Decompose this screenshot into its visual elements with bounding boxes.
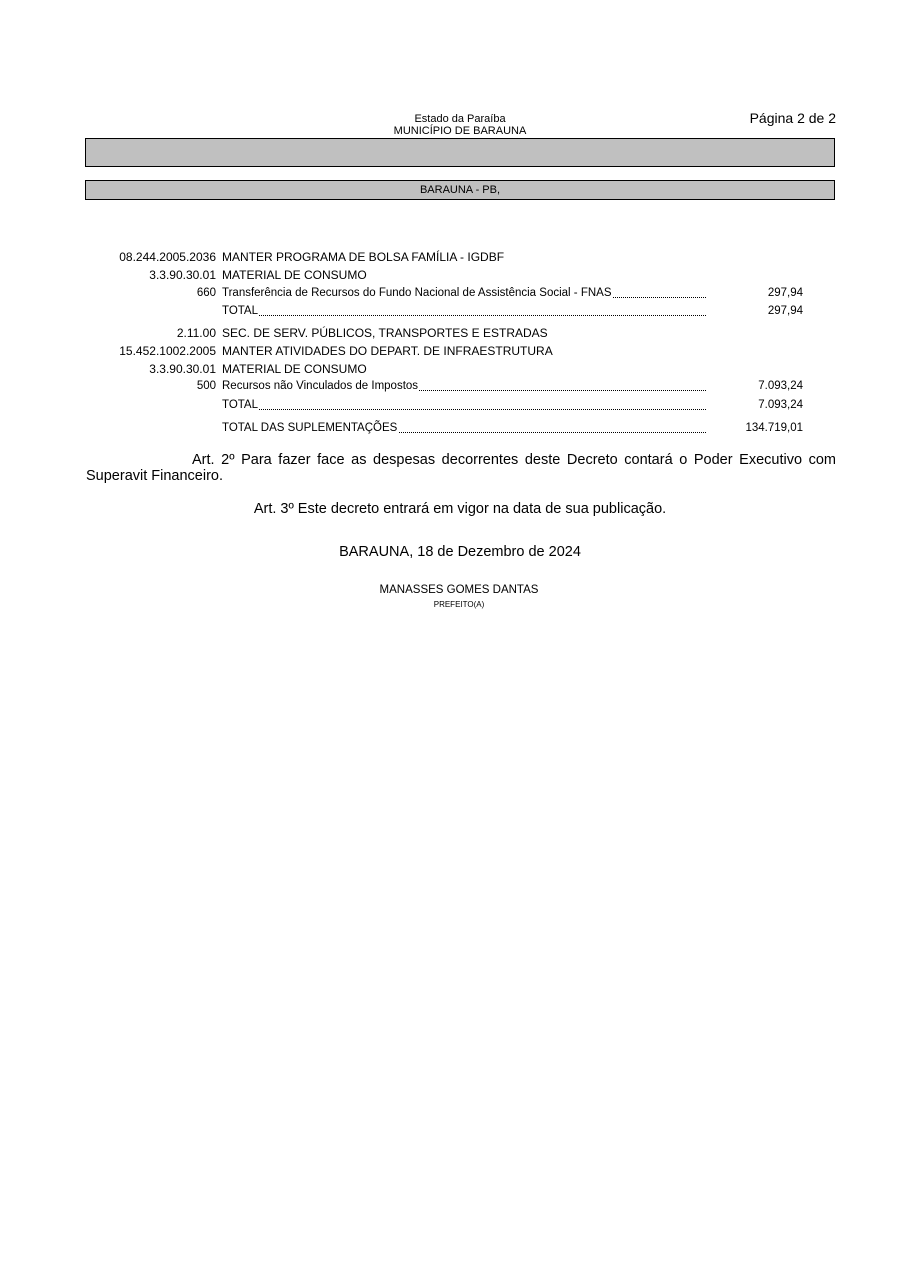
line-description-leader (222, 303, 706, 319)
article-2 (86, 452, 836, 484)
signatory-role: PREFEITO(A) (433, 600, 485, 609)
line-code: 15.452.1002.2005 (119, 344, 216, 358)
line-value: 7.093,24 (758, 399, 803, 411)
line-description-leader (222, 285, 706, 301)
line-description: Transferência de Recursos do Fundo Nacional de Assistência Social - FNAS (222, 287, 612, 299)
budget-line (0, 361, 900, 377)
location-bar: BARAUNA - PB, (85, 180, 835, 200)
line-code: 3.3.90.30.01 (149, 362, 216, 376)
budget-line (0, 378, 900, 394)
budget-line (0, 325, 900, 341)
line-code: 660 (196, 287, 216, 299)
place-date: BARAUNA, 18 de Dezembro de 2024 (339, 544, 581, 560)
line-code: 3.3.90.30.01 (149, 268, 216, 282)
article-2-text: Art. 2º Para fazer face as despesas decorrentes deste Decreto contará o Poder Executivo com Superavit Financeiro. (86, 452, 836, 484)
budget-line (0, 285, 900, 301)
line-description-leader (222, 378, 706, 394)
header-gray-bar (85, 138, 835, 167)
header-municipality: MUNICÍPIO DE BARAUNA (393, 125, 527, 137)
line-description: TOTAL DAS SUPLEMENTAÇÕES (222, 422, 398, 434)
line-description: TOTAL (222, 305, 258, 317)
line-value: 7.093,24 (758, 380, 803, 392)
line-description: MANTER ATIVIDADES DO DEPART. DE INFRAESTRUTURA (222, 344, 553, 358)
line-code: 500 (196, 380, 216, 392)
line-value: 297,94 (767, 287, 803, 299)
line-description: MANTER PROGRAMA DE BOLSA FAMÍLIA - IGDBF (222, 250, 505, 264)
budget-line (0, 249, 900, 265)
budget-line (0, 343, 900, 359)
budget-line (0, 303, 900, 319)
header-state: Estado da Paraíba (414, 113, 506, 125)
line-description: SEC. DE SERV. PÚBLICOS, TRANSPORTES E ESTRADAS (222, 326, 548, 340)
line-description-leader (222, 420, 706, 436)
line-description-leader (222, 397, 706, 413)
page-number: Página 2 de 2 (749, 110, 836, 126)
line-description: Recursos não Vinculados de Impostos (222, 380, 419, 392)
line-description: MATERIAL DE CONSUMO (222, 362, 367, 376)
line-description: TOTAL (222, 399, 258, 411)
budget-line (0, 397, 900, 413)
line-description: MATERIAL DE CONSUMO (222, 268, 367, 282)
line-code: 2.11.00 (176, 326, 216, 340)
line-value: 297,94 (767, 305, 803, 317)
article-3: Art. 3º Este decreto entrará em vigor na data de sua publicação. (253, 501, 667, 517)
budget-grand-total (0, 420, 900, 436)
budget-line (0, 267, 900, 283)
signatory-name: MANASSES GOMES DANTAS (379, 584, 539, 596)
line-value: 134.719,01 (745, 422, 803, 434)
line-code: 08.244.2005.2036 (119, 250, 216, 264)
